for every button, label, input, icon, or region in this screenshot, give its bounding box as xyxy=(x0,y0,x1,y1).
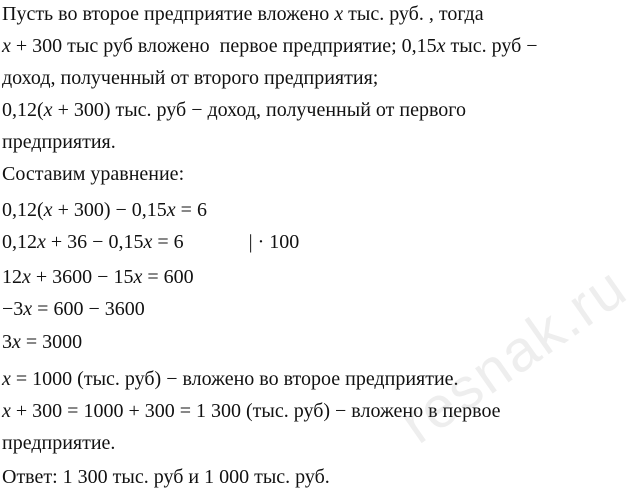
text-segment: 12 xyxy=(2,266,22,288)
text-line xyxy=(2,197,207,223)
variable-x: x xyxy=(43,199,53,221)
watermark: resnak.ru xyxy=(388,253,639,457)
variable-x: x xyxy=(436,35,446,57)
text-line xyxy=(2,33,538,59)
text-segment: = 600 − 3600 xyxy=(32,298,145,320)
text-line xyxy=(2,366,459,392)
text-segment: предприятия. xyxy=(2,131,116,153)
text-segment: Пусть во второе предприятие вложено xyxy=(2,3,335,25)
text-line xyxy=(2,430,115,456)
text-segment: = 1000 (тыс. руб) − вложено во второе предприятие. xyxy=(10,368,459,390)
text-segment: доход, полученный от второго предприятия; xyxy=(2,67,379,89)
variable-x: x xyxy=(133,266,143,288)
text-segment: + 300 = 1000 + 300 = 1 300 (тыс. руб) − вложено в первое xyxy=(10,400,501,422)
text-line xyxy=(2,464,330,490)
text-segment: 3 xyxy=(2,331,12,353)
text-segment: + 300 тыс руб вложено первое предприятие; 0,15 xyxy=(10,35,437,57)
variable-x: x xyxy=(2,400,11,422)
variable-x: x xyxy=(12,331,21,353)
text-segment: + 36 − 0,15 xyxy=(45,231,144,253)
text-line xyxy=(2,65,378,91)
text-segment: тыс. руб. , тогда xyxy=(343,3,484,25)
text-segment: −3 xyxy=(2,298,24,320)
variable-x: x xyxy=(2,368,11,390)
variable-x: x xyxy=(37,231,46,253)
text-line xyxy=(2,296,145,322)
text-segment: + 300) − 0,15 xyxy=(52,199,167,221)
text-segment: Ответ: 1 300 тыс. руб и 1 000 тыс. руб. xyxy=(2,466,330,488)
variable-x: x xyxy=(2,35,11,57)
variable-x: x xyxy=(43,99,53,121)
text-segment: + 3600 − 15 xyxy=(30,266,134,288)
text-segment: 0,12 xyxy=(2,231,37,253)
text-line xyxy=(2,129,116,155)
text-line xyxy=(2,97,466,123)
text-line xyxy=(2,264,194,290)
text-segment: 0,12( xyxy=(2,199,44,221)
text-line xyxy=(2,161,184,187)
text-segment: = 6 | · 100 xyxy=(152,231,300,253)
text-line xyxy=(2,329,82,355)
text-line xyxy=(2,398,501,424)
text-segment: предприятие. xyxy=(2,432,116,454)
variable-x: x xyxy=(23,298,33,320)
variable-x: x xyxy=(166,199,176,221)
text-segment: = 600 xyxy=(142,266,194,288)
text-line xyxy=(2,1,484,27)
text-segment: + 300) тыс. руб − доход, полученный от первого xyxy=(52,99,466,121)
text-segment: = 6 xyxy=(175,199,207,221)
variable-x: x xyxy=(334,3,344,25)
text-segment: Составим уравнение: xyxy=(2,163,185,185)
variable-x: x xyxy=(143,231,153,253)
text-segment: 0,12( xyxy=(2,99,44,121)
text-segment: тыс. руб − xyxy=(445,35,538,57)
variable-x: x xyxy=(22,266,31,288)
text-line xyxy=(2,229,299,255)
text-segment: = 3000 xyxy=(20,331,83,353)
